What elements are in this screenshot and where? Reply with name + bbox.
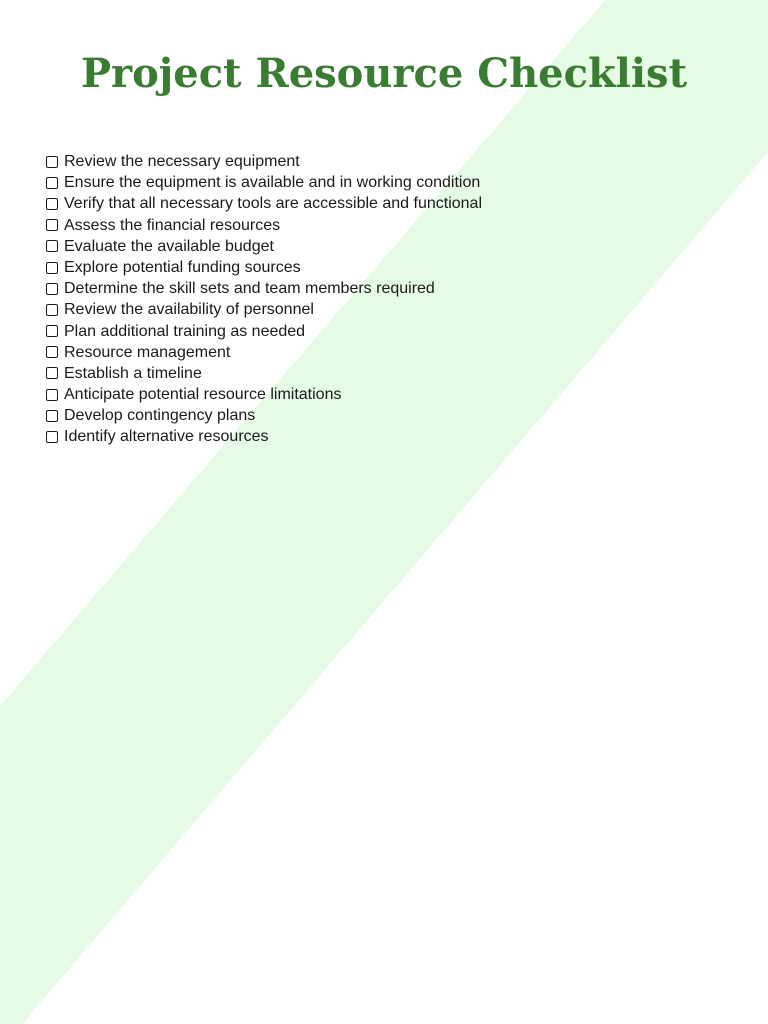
- checklist-item-label: Identify alternative resources: [64, 428, 269, 446]
- empty-checkbox-icon[interactable]: [46, 431, 58, 443]
- page-title: Project Resource Checklist: [80, 50, 688, 97]
- empty-checkbox-icon[interactable]: [46, 198, 58, 210]
- checklist-item[interactable]: [45, 299, 482, 320]
- checklist-item[interactable]: [45, 172, 482, 193]
- checklist-item[interactable]: [45, 278, 482, 299]
- checklist: [45, 151, 482, 448]
- checklist-item-label: Evaluate the available budget: [64, 237, 274, 255]
- empty-checkbox-icon[interactable]: [46, 389, 58, 401]
- checklist-item[interactable]: [45, 151, 482, 172]
- checklist-item-label: Develop contingency plans: [64, 407, 256, 425]
- checklist-item[interactable]: [45, 193, 482, 214]
- checklist-item-label: Explore potential funding sources: [64, 258, 301, 276]
- checklist-item-label: Plan additional training as needed: [64, 322, 306, 340]
- empty-checkbox-icon[interactable]: [46, 367, 58, 379]
- empty-checkbox-icon[interactable]: [46, 304, 58, 316]
- checklist-item-label: Review the necessary equipment: [64, 153, 300, 170]
- empty-checkbox-icon[interactable]: [46, 219, 58, 231]
- checklist-item[interactable]: [45, 215, 482, 236]
- checklist-item-label: Resource management: [64, 343, 231, 361]
- empty-checkbox-icon[interactable]: [46, 283, 58, 295]
- checklist-item-label: Verify that all necessary tools are accessible and functional: [64, 195, 483, 213]
- empty-checkbox-icon[interactable]: [46, 346, 58, 358]
- checklist-item[interactable]: [45, 342, 482, 363]
- checklist-item[interactable]: [45, 426, 482, 447]
- checklist-item-label: Establish a timeline: [64, 364, 202, 382]
- empty-checkbox-icon[interactable]: [46, 410, 58, 422]
- checklist-item-label: Determine the skill sets and team members required: [64, 280, 435, 298]
- checklist-item-label: Assess the financial resources: [64, 216, 281, 234]
- empty-checkbox-icon[interactable]: [46, 325, 58, 337]
- empty-checkbox-icon[interactable]: [46, 240, 58, 252]
- checklist-item[interactable]: [45, 257, 482, 278]
- checklist-item[interactable]: [45, 236, 482, 257]
- checklist-item-label: Ensure the equipment is available and in working condition: [64, 174, 481, 192]
- empty-checkbox-icon[interactable]: [46, 262, 58, 274]
- checklist-item[interactable]: [45, 321, 482, 342]
- checklist-item-label: Review the availability of personnel: [64, 301, 314, 319]
- checklist-item-label: Anticipate potential resource limitations: [64, 386, 342, 404]
- empty-checkbox-icon[interactable]: [46, 156, 58, 168]
- checklist-item[interactable]: [45, 405, 482, 426]
- checklist-item[interactable]: [45, 384, 482, 405]
- checklist-item[interactable]: [45, 363, 482, 384]
- empty-checkbox-icon[interactable]: [46, 177, 58, 189]
